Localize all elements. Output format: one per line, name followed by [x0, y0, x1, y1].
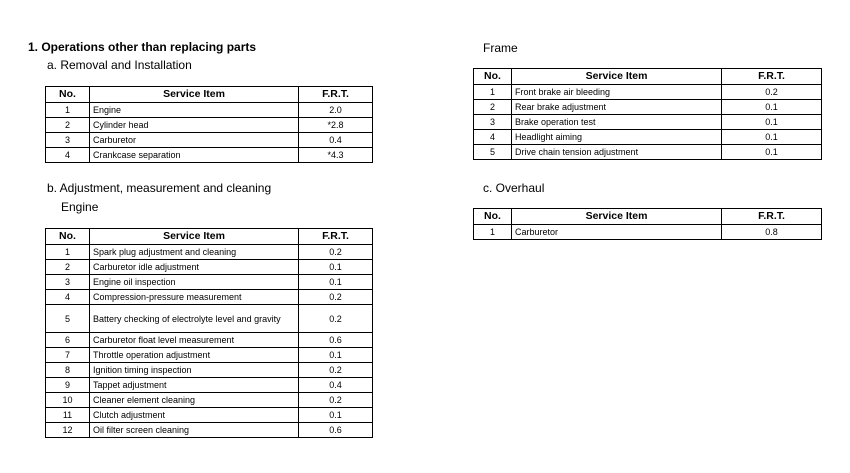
row-number: 1	[474, 85, 512, 100]
service-item-cell: Engine	[90, 103, 299, 118]
engine-label: Engine	[61, 200, 99, 214]
service-item-cell: Battery checking of electrolyte level and gravity	[90, 305, 299, 333]
table-row	[474, 115, 822, 130]
frt-value-cell: 0.1	[299, 260, 373, 275]
row-number: 3	[46, 133, 90, 148]
row-number: 11	[46, 408, 90, 423]
service-item-column-header: Service Item	[512, 69, 722, 85]
service-item-cell: Carburetor float level measurement	[90, 333, 299, 348]
no-column-header: No.	[46, 87, 90, 103]
frt-value-cell: 0.4	[299, 378, 373, 393]
service-item-cell: Ignition timing inspection	[90, 363, 299, 378]
service-item-cell: Clutch adjustment	[90, 408, 299, 423]
frt-value-cell: 0.2	[299, 363, 373, 378]
frt-value-cell: 0.2	[299, 305, 373, 333]
row-number: 4	[46, 290, 90, 305]
frt-value-cell: 0.8	[722, 225, 822, 240]
row-number: 2	[46, 118, 90, 133]
service-item-cell: Brake operation test	[512, 115, 722, 130]
service-item-cell: Carburetor idle adjustment	[90, 260, 299, 275]
overhaul-heading: c. Overhaul	[483, 181, 545, 195]
service-item-cell: Cleaner element cleaning	[90, 393, 299, 408]
no-column-header: No.	[474, 209, 512, 225]
removal-installation-heading: a. Removal and Installation	[47, 58, 192, 72]
row-number: 8	[46, 363, 90, 378]
service-item-cell: Carburetor	[90, 133, 299, 148]
table-row	[474, 100, 822, 115]
service-item-cell: Front brake air bleeding	[512, 85, 722, 100]
removal-table-body	[46, 103, 373, 163]
table-header-row	[46, 87, 373, 103]
row-number: 10	[46, 393, 90, 408]
overhaul-table	[473, 208, 822, 240]
row-number: 1	[46, 103, 90, 118]
service-item-cell: Headlight aiming	[512, 130, 722, 145]
row-number: 5	[474, 145, 512, 160]
table-header-row	[46, 229, 373, 245]
table-row	[46, 333, 373, 348]
no-column-header: No.	[474, 69, 512, 85]
service-item-cell: Spark plug adjustment and cleaning	[90, 245, 299, 260]
frt-column-header: F.R.T.	[299, 87, 373, 103]
engine-table-body	[46, 245, 373, 438]
row-number: 3	[46, 275, 90, 290]
table-row	[46, 118, 373, 133]
frt-value-cell: *4.3	[299, 148, 373, 163]
frt-value-cell: 0.2	[299, 245, 373, 260]
frt-value-cell: 0.1	[722, 115, 822, 130]
no-column-header: No.	[46, 229, 90, 245]
service-item-cell: Engine oil inspection	[90, 275, 299, 290]
table-row	[46, 133, 373, 148]
table-row	[474, 85, 822, 100]
row-number: 1	[46, 245, 90, 260]
row-number: 9	[46, 378, 90, 393]
table-header-row	[474, 69, 822, 85]
frt-value-cell: 0.2	[722, 85, 822, 100]
service-item-cell: Cylinder head	[90, 118, 299, 133]
table-row	[46, 275, 373, 290]
table-row	[474, 145, 822, 160]
table-row	[46, 148, 373, 163]
frame-table-body	[474, 85, 822, 160]
frt-value-cell: 0.1	[722, 130, 822, 145]
table-row	[46, 260, 373, 275]
table-row	[46, 393, 373, 408]
frt-value-cell: 0.6	[299, 333, 373, 348]
frt-value-cell: 0.1	[299, 348, 373, 363]
frt-column-header: F.R.T.	[722, 209, 822, 225]
frt-value-cell: 0.1	[299, 408, 373, 423]
table-row	[46, 103, 373, 118]
frt-value-cell: 0.1	[299, 275, 373, 290]
row-number: 1	[474, 225, 512, 240]
row-number: 12	[46, 423, 90, 438]
table-row	[46, 348, 373, 363]
frt-column-header: F.R.T.	[299, 229, 373, 245]
frame-table	[473, 68, 822, 160]
frt-value-cell: 0.4	[299, 133, 373, 148]
frt-value-cell: 0.6	[299, 423, 373, 438]
service-item-cell: Crankcase separation	[90, 148, 299, 163]
service-item-column-header: Service Item	[90, 229, 299, 245]
service-item-cell: Throttle operation adjustment	[90, 348, 299, 363]
frt-column-header: F.R.T.	[722, 69, 822, 85]
frame-label: Frame	[483, 41, 518, 55]
table-row	[474, 130, 822, 145]
frt-value-cell: 0.1	[722, 100, 822, 115]
service-item-column-header: Service Item	[512, 209, 722, 225]
service-item-cell: Compression-pressure measurement	[90, 290, 299, 305]
service-item-cell: Tappet adjustment	[90, 378, 299, 393]
table-header-row	[474, 209, 822, 225]
table-row	[46, 363, 373, 378]
service-item-cell: Drive chain tension adjustment	[512, 145, 722, 160]
row-number: 2	[46, 260, 90, 275]
row-number: 5	[46, 305, 90, 333]
row-number: 3	[474, 115, 512, 130]
service-item-cell: Carburetor	[512, 225, 722, 240]
service-item-cell: Rear brake adjustment	[512, 100, 722, 115]
frt-value-cell: 2.0	[299, 103, 373, 118]
row-number: 7	[46, 348, 90, 363]
row-number: 6	[46, 333, 90, 348]
frt-value-cell: 0.1	[722, 145, 822, 160]
engine-table	[45, 228, 373, 438]
table-row	[46, 290, 373, 305]
frt-value-cell: 0.2	[299, 393, 373, 408]
overhaul-table-body	[474, 225, 822, 240]
service-item-cell: Oil filter screen cleaning	[90, 423, 299, 438]
table-row	[46, 305, 373, 333]
table-row	[46, 408, 373, 423]
service-item-column-header: Service Item	[90, 87, 299, 103]
table-row	[474, 225, 822, 240]
row-number: 4	[46, 148, 90, 163]
removal-installation-table	[45, 86, 373, 163]
frt-value-cell: 0.2	[299, 290, 373, 305]
frt-value-cell: *2.8	[299, 118, 373, 133]
section-title: 1. Operations other than replacing parts	[28, 40, 257, 54]
adjustment-heading: b. Adjustment, measurement and cleaning	[47, 181, 272, 195]
table-row	[46, 378, 373, 393]
table-row	[46, 245, 373, 260]
row-number: 2	[474, 100, 512, 115]
table-row	[46, 423, 373, 438]
row-number: 4	[474, 130, 512, 145]
